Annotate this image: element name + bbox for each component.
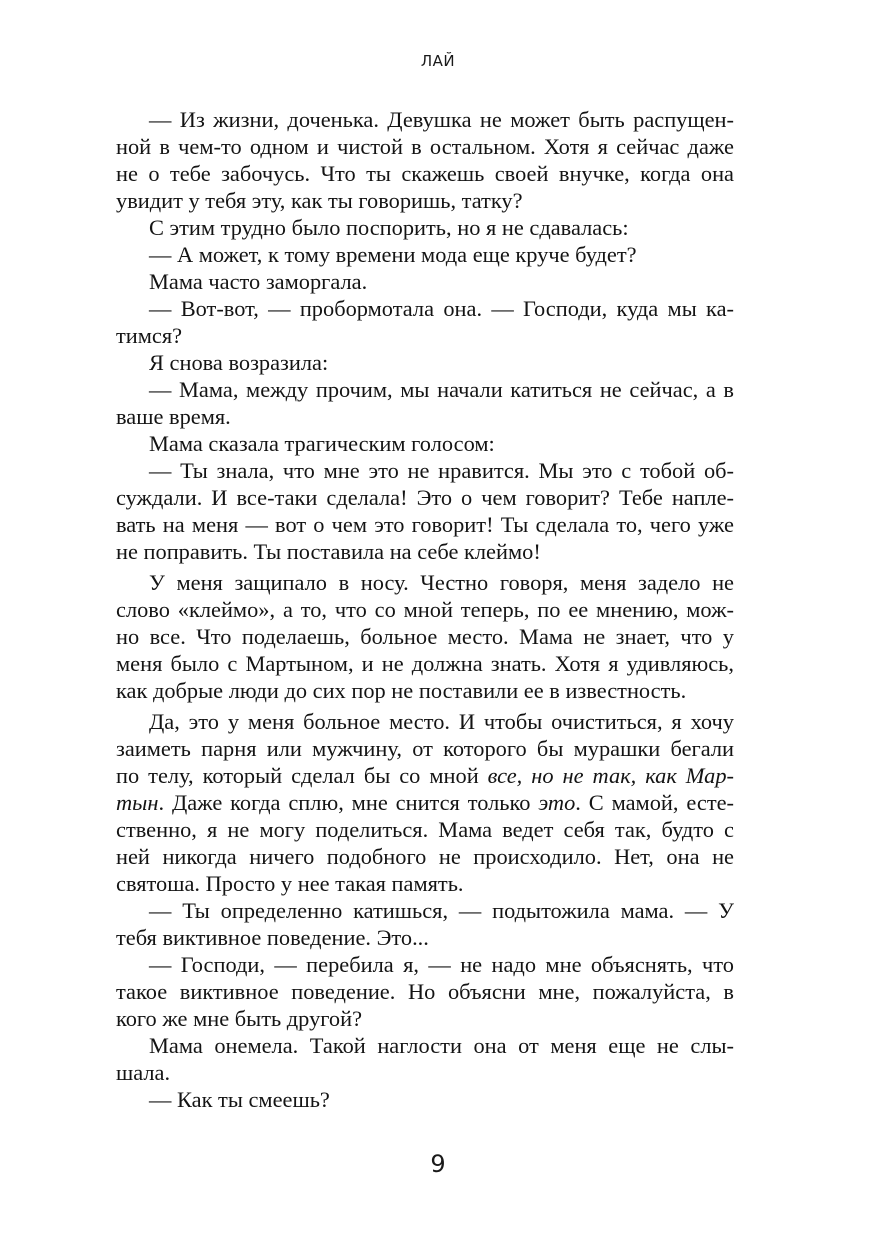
text-line: [116, 762, 734, 789]
text-line: [116, 349, 734, 376]
line-text: Да, это у меня больное место. И чтобы очиститься, я хочу: [149, 709, 734, 734]
text-line: [116, 268, 734, 295]
line-text: суждали. И все-таки сделала! Это о чем говорит? Тебе напле-: [116, 485, 734, 510]
line-text: не поправить. Ты поставила на себе клеймо!: [116, 539, 541, 564]
text-line: [116, 376, 734, 403]
text-line: [116, 870, 734, 897]
text-line: [116, 569, 734, 596]
text-line: [116, 897, 734, 924]
text-line: [116, 596, 734, 623]
text-line: [116, 430, 734, 457]
line-text: . Даже когда сплю, мне снится только: [158, 790, 539, 815]
text-line: [116, 951, 734, 978]
line-text: ной в чем-то одном и чистой в остальном. Хотя я сейчас даже: [116, 134, 734, 159]
text-line: [116, 457, 734, 484]
line-text: увидит у тебя эту, как ты говоришь, татку?: [116, 188, 523, 213]
text-line: [116, 1032, 734, 1059]
text-line: [116, 160, 734, 187]
line-text: но все. Что поделаешь, больное место. Мама не знает, что у: [116, 624, 734, 649]
line-text: — Господи, — перебила я, — не надо мне объяснять, что: [149, 952, 734, 977]
text-line: [116, 650, 734, 677]
body-text: [116, 106, 734, 1113]
page-number: 9: [430, 1150, 446, 1178]
line-text: Мама часто заморгала.: [149, 269, 368, 294]
line-text: У меня защипало в носу. Честно говоря, меня задело не: [149, 570, 734, 595]
text-line: [116, 1005, 734, 1032]
text-line: [116, 133, 734, 160]
text-line: [116, 1059, 734, 1086]
line-text: ственно, я не могу поделиться. Мама ведет себя так, будто с: [116, 817, 734, 842]
line-text: кого же мне быть другой?: [116, 1006, 363, 1031]
line-text: — А может, к тому времени мода еще круче будет?: [149, 242, 637, 267]
line-text: святоша. Просто у нее такая память.: [116, 871, 464, 896]
running-head: ЛАЙ: [420, 52, 456, 70]
line-text: Мама сказала трагическим голосом:: [149, 431, 495, 456]
line-text: тимся?: [116, 323, 183, 348]
line-text: вать на меня — вот о чем это говорит! Ты сделала то, чего уже: [116, 512, 734, 537]
line-text: Мама онемела. Такой наглости она от меня еще не слы-: [149, 1033, 734, 1058]
line-text: тебя виктивное поведение. Это...: [116, 925, 429, 950]
line-text: шала.: [116, 1060, 171, 1085]
text-line: [116, 187, 734, 214]
text-line: [116, 978, 734, 1005]
line-text: не о тебе забочусь. Что ты скажешь своей внучке, когда она: [116, 161, 734, 186]
emphasis-text: тын: [116, 790, 159, 815]
text-line: [116, 403, 734, 430]
text-line: [116, 106, 734, 133]
text-line: [116, 677, 734, 704]
line-text: заиметь парня или мужчину, от которого бы мурашки бегали: [116, 736, 734, 761]
line-text: слово «клеймо», а то, что со мной теперь, по ее мнению, мож-: [116, 597, 734, 622]
line-text: — Мама, между прочим, мы начали катиться не сейчас, а в: [149, 377, 734, 402]
text-line: [116, 484, 734, 511]
line-text: меня было с Мартыном, и не должна знать. Хотя я удивляюсь,: [116, 651, 734, 676]
line-text: Я снова возразила:: [149, 350, 329, 375]
text-line: [116, 924, 734, 951]
line-text: — Ты знала, что мне это не нравится. Мы это с тобой об-: [149, 458, 734, 483]
text-line: [116, 511, 734, 538]
text-line: [116, 1086, 734, 1113]
line-text: по телу, который сделал бы со мной: [116, 763, 488, 788]
line-text: . С мамой, есте-: [575, 790, 735, 815]
emphasis-text: это: [538, 790, 576, 815]
line-text: ней никогда ничего подобного не происходило. Нет, она не: [116, 844, 734, 869]
text-line: [116, 735, 734, 762]
line-text: — Как ты смеешь?: [149, 1087, 330, 1112]
line-text: как добрые люди до сих пор не поставили ее в известность.: [116, 678, 687, 703]
text-line: [116, 623, 734, 650]
line-text: — Вот-вот, — пробормотала она. — Господи, куда мы ка-: [149, 296, 734, 321]
text-line: [116, 843, 734, 870]
text-line: [116, 538, 734, 565]
text-line: [116, 295, 734, 322]
line-text: ваше время.: [116, 404, 231, 429]
text-line: [116, 241, 734, 268]
text-line: [116, 816, 734, 843]
text-line: [116, 322, 734, 349]
line-text: такое виктивное поведение. Но объясни мне, пожалуйста, в: [116, 979, 734, 1004]
emphasis-text: все, но не так, как Мар-: [487, 763, 734, 788]
line-text: С этим трудно было поспорить, но я не сдавалась:: [149, 215, 629, 240]
line-text: — Ты определенно катишься, — подытожила мама. — У: [149, 898, 734, 923]
text-line: [116, 214, 734, 241]
line-text: — Из жизни, доченька. Девушка не может быть распущен-: [149, 107, 734, 132]
text-line: [116, 708, 734, 735]
text-line: [116, 789, 734, 816]
